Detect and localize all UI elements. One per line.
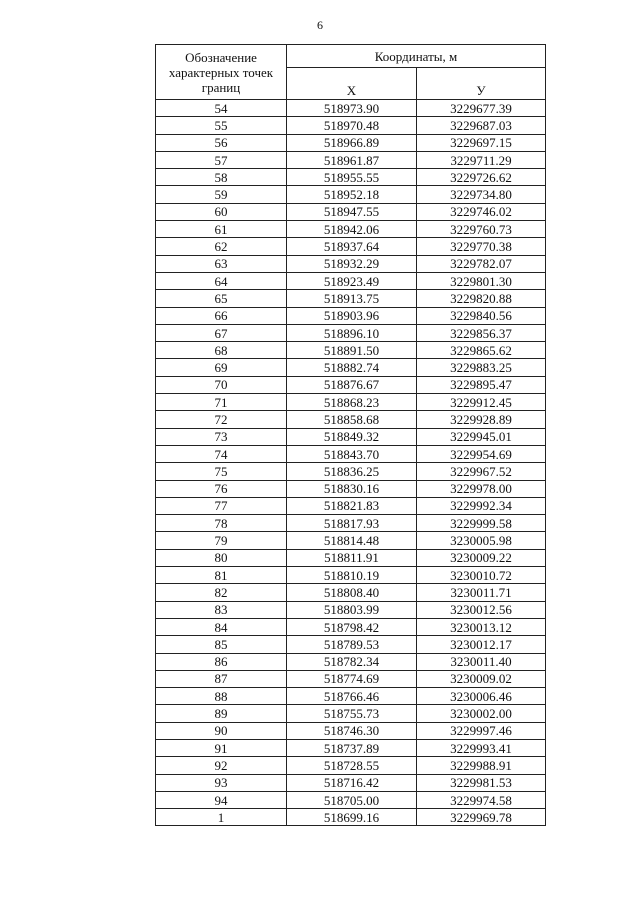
coordinates-table	[155, 44, 546, 826]
x-coordinate-cell: 518923.49	[287, 272, 417, 289]
point-cell: 72	[156, 411, 287, 428]
table-row	[156, 653, 546, 670]
table-row	[156, 376, 546, 393]
point-cell: 60	[156, 203, 287, 220]
y-coordinate-cell: 3229967.52	[417, 463, 546, 480]
x-coordinate-cell: 518891.50	[287, 342, 417, 359]
x-coordinate-cell: 518746.30	[287, 722, 417, 739]
table-row	[156, 584, 546, 601]
y-coordinate-cell: 3229997.46	[417, 722, 546, 739]
table-row	[156, 497, 546, 514]
y-coordinate-cell: 3230002.00	[417, 705, 546, 722]
x-coordinate-cell: 518868.23	[287, 394, 417, 411]
x-coordinate-cell: 518896.10	[287, 324, 417, 341]
y-coordinate-cell: 3229999.58	[417, 515, 546, 532]
y-coordinate-cell: 3229988.91	[417, 757, 546, 774]
x-coordinate-cell: 518937.64	[287, 238, 417, 255]
y-coordinate-cell: 3230006.46	[417, 688, 546, 705]
point-cell: 80	[156, 549, 287, 566]
y-coordinate-cell: 3230010.72	[417, 567, 546, 584]
table-row	[156, 203, 546, 220]
point-cell: 87	[156, 670, 287, 687]
y-coordinate-cell: 3230013.12	[417, 618, 546, 635]
table-row	[156, 411, 546, 428]
y-coordinate-cell: 3229687.03	[417, 117, 546, 134]
point-cell: 58	[156, 169, 287, 186]
point-cell: 90	[156, 722, 287, 739]
y-coordinate-cell: 3230011.40	[417, 653, 546, 670]
y-coordinate-cell: 3229981.53	[417, 774, 546, 791]
table-row	[156, 463, 546, 480]
x-coordinate-cell: 518774.69	[287, 670, 417, 687]
point-cell: 93	[156, 774, 287, 791]
point-cell: 55	[156, 117, 287, 134]
x-coordinate-cell: 518913.75	[287, 290, 417, 307]
y-coordinate-cell: 3229974.58	[417, 791, 546, 808]
table-row	[156, 272, 546, 289]
point-cell: 88	[156, 688, 287, 705]
point-cell: 67	[156, 324, 287, 341]
point-cell: 62	[156, 238, 287, 255]
y-coordinate-cell: 3230009.22	[417, 549, 546, 566]
x-coordinate-cell: 518966.89	[287, 134, 417, 151]
table-row	[156, 221, 546, 238]
point-cell: 83	[156, 601, 287, 618]
x-coordinate-cell: 518716.42	[287, 774, 417, 791]
y-coordinate-cell: 3229993.41	[417, 739, 546, 756]
table-row	[156, 290, 546, 307]
table-row	[156, 601, 546, 618]
table-row	[156, 636, 546, 653]
point-cell: 89	[156, 705, 287, 722]
x-coordinate-cell: 518858.68	[287, 411, 417, 428]
point-cell: 66	[156, 307, 287, 324]
point-cell: 84	[156, 618, 287, 635]
table-header	[156, 45, 546, 100]
table-row	[156, 757, 546, 774]
y-coordinate-cell: 3229782.07	[417, 255, 546, 272]
y-coordinate-cell: 3229992.34	[417, 497, 546, 514]
y-coordinate-cell: 3229895.47	[417, 376, 546, 393]
point-cell: 56	[156, 134, 287, 151]
y-coordinate-cell: 3229928.89	[417, 411, 546, 428]
y-coordinate-cell: 3229820.88	[417, 290, 546, 307]
point-cell: 91	[156, 739, 287, 756]
y-coordinate-cell: 3229711.29	[417, 151, 546, 168]
table-row	[156, 445, 546, 462]
x-coordinate-cell: 518903.96	[287, 307, 417, 324]
y-coordinate-cell: 3229865.62	[417, 342, 546, 359]
point-cell: 64	[156, 272, 287, 289]
y-coordinate-cell: 3229760.73	[417, 221, 546, 238]
x-coordinate-cell: 518798.42	[287, 618, 417, 635]
table-row	[156, 774, 546, 791]
y-coordinate-cell: 3229912.45	[417, 394, 546, 411]
x-coordinate-cell: 518821.83	[287, 497, 417, 514]
point-cell: 63	[156, 255, 287, 272]
point-cell: 86	[156, 653, 287, 670]
x-coordinate-cell: 518728.55	[287, 757, 417, 774]
table-row	[156, 169, 546, 186]
y-coordinate-cell: 3229883.25	[417, 359, 546, 376]
y-coordinate-cell: 3230012.56	[417, 601, 546, 618]
page-number: 6	[317, 18, 323, 32]
point-cell: 77	[156, 497, 287, 514]
table-row	[156, 670, 546, 687]
point-cell: 75	[156, 463, 287, 480]
table-row	[156, 549, 546, 566]
point-cell: 94	[156, 791, 287, 808]
y-coordinate-cell: 3229945.01	[417, 428, 546, 445]
table-row	[156, 480, 546, 497]
x-coordinate-cell: 518810.19	[287, 567, 417, 584]
y-coordinate-cell: 3229726.62	[417, 169, 546, 186]
table-row	[156, 722, 546, 739]
table-row	[156, 151, 546, 168]
table-row	[156, 238, 546, 255]
table-row	[156, 791, 546, 808]
point-cell: 69	[156, 359, 287, 376]
point-cell: 71	[156, 394, 287, 411]
x-coordinate-cell: 518849.32	[287, 428, 417, 445]
y-coordinate-cell: 3229969.78	[417, 809, 546, 826]
y-coordinate-cell: 3229840.56	[417, 307, 546, 324]
x-coordinate-cell: 518830.16	[287, 480, 417, 497]
point-cell: 79	[156, 532, 287, 549]
x-coordinate-cell: 518932.29	[287, 255, 417, 272]
point-cell: 65	[156, 290, 287, 307]
x-coordinate-cell: 518876.67	[287, 376, 417, 393]
table-row	[156, 342, 546, 359]
point-cell: 76	[156, 480, 287, 497]
table-row	[156, 186, 546, 203]
table-row	[156, 307, 546, 324]
x-coordinate-cell: 518882.74	[287, 359, 417, 376]
y-column-header: У	[417, 68, 546, 100]
point-cell: 61	[156, 221, 287, 238]
point-cell: 57	[156, 151, 287, 168]
table-row	[156, 134, 546, 151]
x-coordinate-cell: 518817.93	[287, 515, 417, 532]
table-row	[156, 324, 546, 341]
point-cell: 81	[156, 567, 287, 584]
table-row	[156, 100, 546, 117]
point-cell: 70	[156, 376, 287, 393]
point-designation-header: Обозначение характерных точек границ	[156, 45, 287, 100]
y-coordinate-cell: 3230009.02	[417, 670, 546, 687]
y-coordinate-cell: 3229801.30	[417, 272, 546, 289]
table-row	[156, 688, 546, 705]
y-coordinate-cell: 3229677.39	[417, 100, 546, 117]
point-cell: 85	[156, 636, 287, 653]
point-cell: 82	[156, 584, 287, 601]
x-coordinate-cell: 518705.00	[287, 791, 417, 808]
point-cell: 74	[156, 445, 287, 462]
x-coordinate-cell: 518952.18	[287, 186, 417, 203]
table-row	[156, 809, 546, 826]
x-coordinate-cell: 518836.25	[287, 463, 417, 480]
table-row	[156, 567, 546, 584]
x-coordinate-cell: 518970.48	[287, 117, 417, 134]
y-coordinate-cell: 3230011.71	[417, 584, 546, 601]
y-coordinate-cell: 3229746.02	[417, 203, 546, 220]
x-column-header: Х	[287, 68, 417, 100]
table-row	[156, 428, 546, 445]
x-coordinate-cell: 518789.53	[287, 636, 417, 653]
y-coordinate-cell: 3229734.80	[417, 186, 546, 203]
point-cell: 1	[156, 809, 287, 826]
x-coordinate-cell: 518814.48	[287, 532, 417, 549]
x-coordinate-cell: 518955.55	[287, 169, 417, 186]
table-row	[156, 705, 546, 722]
x-coordinate-cell: 518947.55	[287, 203, 417, 220]
x-coordinate-cell: 518811.91	[287, 549, 417, 566]
x-coordinate-cell: 518737.89	[287, 739, 417, 756]
table-row	[156, 532, 546, 549]
table-row	[156, 515, 546, 532]
x-coordinate-cell: 518961.87	[287, 151, 417, 168]
y-coordinate-cell: 3229856.37	[417, 324, 546, 341]
table-row	[156, 359, 546, 376]
table-row	[156, 618, 546, 635]
table-row	[156, 255, 546, 272]
x-coordinate-cell: 518755.73	[287, 705, 417, 722]
y-coordinate-cell: 3229954.69	[417, 445, 546, 462]
table-body	[156, 100, 546, 826]
y-coordinate-cell: 3229770.38	[417, 238, 546, 255]
table-row	[156, 117, 546, 134]
point-cell: 73	[156, 428, 287, 445]
point-cell: 59	[156, 186, 287, 203]
x-coordinate-cell: 518973.90	[287, 100, 417, 117]
table-row	[156, 394, 546, 411]
x-coordinate-cell: 518782.34	[287, 653, 417, 670]
point-cell: 68	[156, 342, 287, 359]
y-coordinate-cell: 3230005.98	[417, 532, 546, 549]
y-coordinate-cell: 3229697.15	[417, 134, 546, 151]
x-coordinate-cell: 518766.46	[287, 688, 417, 705]
y-coordinate-cell: 3230012.17	[417, 636, 546, 653]
x-coordinate-cell: 518803.99	[287, 601, 417, 618]
coordinates-header: Координаты, м	[287, 45, 546, 68]
x-coordinate-cell: 518843.70	[287, 445, 417, 462]
table-row	[156, 739, 546, 756]
point-cell: 78	[156, 515, 287, 532]
x-coordinate-cell: 518699.16	[287, 809, 417, 826]
y-coordinate-cell: 3229978.00	[417, 480, 546, 497]
x-coordinate-cell: 518808.40	[287, 584, 417, 601]
x-coordinate-cell: 518942.06	[287, 221, 417, 238]
point-cell: 92	[156, 757, 287, 774]
point-cell: 54	[156, 100, 287, 117]
